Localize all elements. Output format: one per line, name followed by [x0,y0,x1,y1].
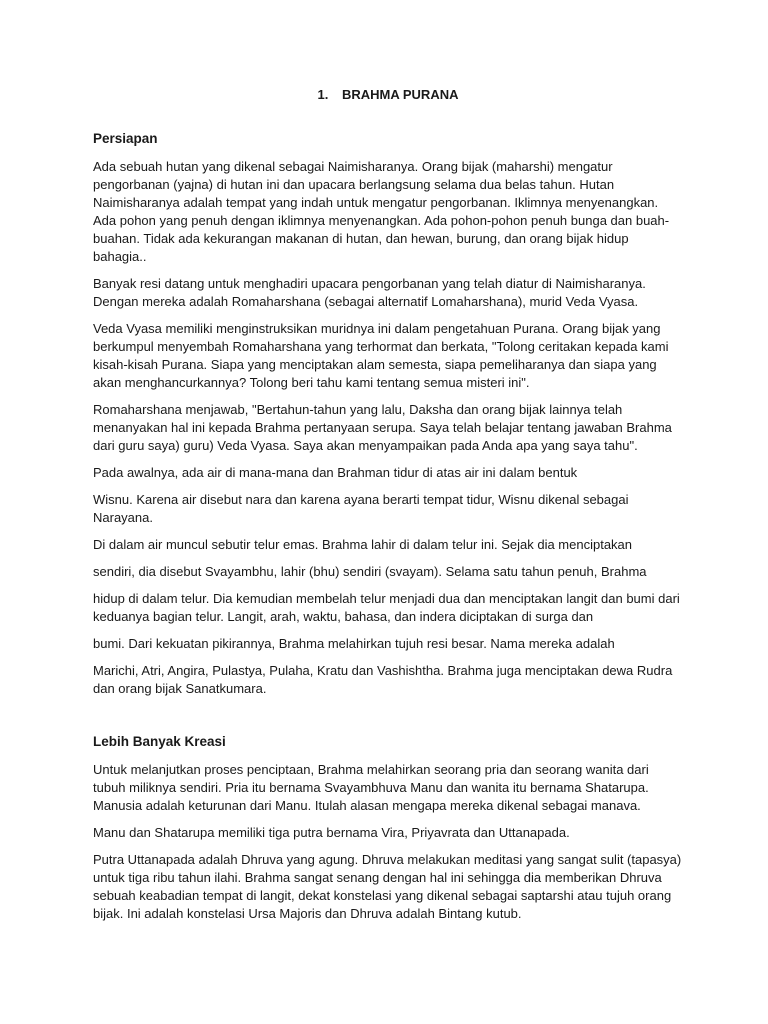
document-title [93,86,683,104]
paragraph: Pada awalnya, ada air di mana-mana dan Brahman tidur di atas air ini dalam bentuk [93,465,578,480]
paragraph: sendiri, dia disebut Svayambhu, lahir (bhu) sendiri (svayam). Selama satu tahun penuh, Brahma [93,564,647,579]
section-persiapan [93,130,683,698]
paragraph: Wisnu. Karena air disebut nara dan karena ayana berarti tempat tidur, Wisnu dikenal sebagai Narayana. [93,492,629,525]
section-heading: Persiapan [93,131,158,146]
paragraph: hidup di dalam telur. Dia kemudian membelah telur menjadi dua dan menciptakan langit dan bumi dari keduanya bagian telur. Langit, arah, waktu, bahasa, dan indera diciptakan di surga dan [93,591,680,624]
paragraph: Romaharshana menjawab, "Bertahun-tahun yang lalu, Daksha dan orang bijak lainnya telah menanyakan hal ini kepada Brahma pertanyaan serupa. Saya telah belajar tentang jawaban Brahma dari guru saya) guru) Veda Vyasa. Saya akan menyampaikan pada Anda apa yang saya tahu". [93,402,672,453]
paragraph: Manu dan Shatarupa memiliki tiga putra bernama Vira, Priyavrata dan Uttanapada. [93,825,570,840]
paragraph: Banyak resi datang untuk menghadiri upacara pengorbanan yang telah diatur di Naimisharanya. Dengan mereka adalah Romaharshana (sebagai alternatif Lomaharshana), murid Veda Vyasa. [93,276,646,309]
title-text: BRAHMA PURANA [341,87,459,102]
paragraph: Untuk melanjutkan proses penciptaan, Brahma melahirkan seorang pria dan seorang wanita dari tubuh miliknya sendiri. Pria itu bernama Svayambhuva Manu dan wanita itu bernama Shatarupa. Manusia adalah keturunan dari Manu. Itulah alasan mengapa mereka dikenal sebagai manava. [93,762,649,813]
section-spacer [93,707,683,733]
paragraph: Marichi, Atri, Angira, Pulastya, Pulaha, Kratu dan Vashishtha. Brahma juga menciptakan dewa Rudra dan orang bijak Sanatkumara. [93,663,673,696]
paragraph: Ada sebuah hutan yang dikenal sebagai Naimisharanya. Orang bijak (maharshi) mengatur pengorbanan (yajna) di hutan ini dan upacara berlangsung selama dua belas tahun. Hutan Naimisharanya adalah tempat yang indah untuk mengatur pengorbanan. Iklimnya menyenangkan. Ada pohon yang penuh dengan iklimnya menyenangkan. Ada pohon-pohon penuh bunga dan buah-buahan. Tidak ada kekurangan makanan di hutan, dan hewan, burung, dan orang bijak hidup bahagia.. [93,159,670,264]
paragraph: Putra Uttanapada adalah Dhruva yang agung. Dhruva melakukan meditasi yang sangat sulit (tapasya) untuk tiga ribu tahun ilahi. Brahma sangat senang dengan hal ini sehingga dia memberikan Dhruva sebuah keabadian tempat di langit, dekat konstelasi yang dikenal sebagai saptarshi atau tujuh orang bijak. Ini adalah konstelasi Ursa Majoris dan Dhruva adalah Bintang kutub. [93,852,682,921]
document-page [93,86,683,932]
title-number: 1. [317,87,329,102]
paragraph: Veda Vyasa memiliki menginstruksikan muridnya ini dalam pengetahuan Purana. Orang bijak yang berkumpul menyembah Romaharshana yang terhormat dan berkata, "Tolong ceritakan kepada kami kisah-kisah Purana. Siapa yang menciptakan alam semesta, siapa pemeliharanya dan siapa yang akan menghancurkannya? Tolong beri tahu kami tentang semua misteri ini". [93,321,669,390]
paragraph: Di dalam air muncul sebutir telur emas. Brahma lahir di dalam telur ini. Sejak dia menciptakan [93,537,633,552]
section-heading: Lebih Banyak Kreasi [93,734,226,749]
paragraph: bumi. Dari kekuatan pikirannya, Brahma melahirkan tujuh resi besar. Nama mereka adalah [93,636,615,651]
section-lebih-banyak-kreasi [93,733,683,923]
